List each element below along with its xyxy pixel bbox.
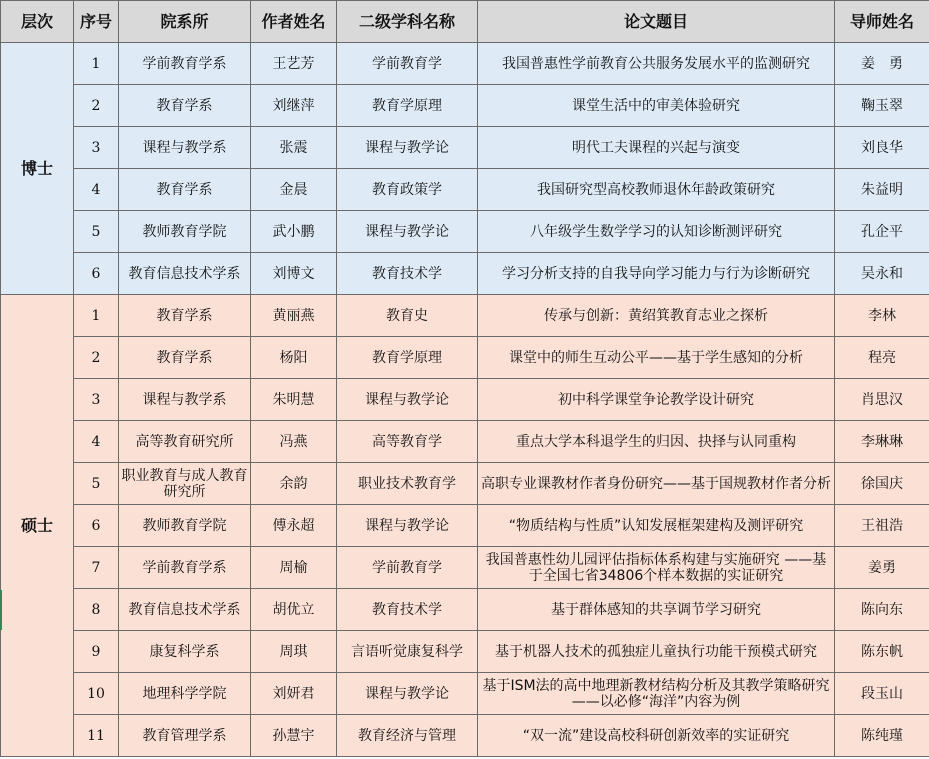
header-title: 论文题目 <box>478 1 835 43</box>
department-cell: 教育信息技术学系 <box>119 253 251 295</box>
table-row <box>1 715 929 757</box>
table-row <box>1 169 929 211</box>
title-cell: 我国普惠性幼儿园评估指标体系构建与实施研究 ——基于全国七省34806个样本数据的实证研究 <box>478 547 835 589</box>
title-cell: 重点大学本科退学生的归因、抉择与认同重构 <box>478 421 835 463</box>
discipline-cell: 教育技术学 <box>337 589 478 631</box>
author-cell: 杨阳 <box>251 337 337 379</box>
table-row <box>1 673 929 715</box>
title-cell: 高职专业课教材作者身份研究——基于国规教材作者分析 <box>478 463 835 505</box>
author-cell: 孙慧宇 <box>251 715 337 757</box>
discipline-cell: 高等教育学 <box>337 421 478 463</box>
advisor-cell: 段玉山 <box>835 673 929 715</box>
department-cell: 高等教育研究所 <box>119 421 251 463</box>
department-cell: 学前教育学系 <box>119 547 251 589</box>
title-cell: 课堂生活中的审美体验研究 <box>478 85 835 127</box>
title-cell: 学习分析支持的自我导向学习能力与行为诊断研究 <box>478 253 835 295</box>
discipline-cell: 课程与教学论 <box>337 127 478 169</box>
department-cell: 教师教育学院 <box>119 211 251 253</box>
row-selection-marker <box>0 590 2 630</box>
department-cell: 课程与教学系 <box>119 379 251 421</box>
advisor-cell: 刘良华 <box>835 127 929 169</box>
discipline-cell: 言语听觉康复科学 <box>337 631 478 673</box>
index-cell: 2 <box>74 85 119 127</box>
discipline-cell: 课程与教学论 <box>337 673 478 715</box>
department-cell: 教师教育学院 <box>119 505 251 547</box>
title-cell: 基于ISM法的高中地理新教材结构分析及其教学策略研究——以必修“海洋”内容为例 <box>478 673 835 715</box>
header-level: 层次 <box>1 1 74 43</box>
advisor-cell: 陈纯瑾 <box>835 715 929 757</box>
table-row <box>1 295 929 337</box>
department-cell: 教育学系 <box>119 85 251 127</box>
discipline-cell: 教育政策学 <box>337 169 478 211</box>
author-cell: 金晨 <box>251 169 337 211</box>
table-row <box>1 589 929 631</box>
index-cell: 10 <box>74 673 119 715</box>
discipline-cell: 课程与教学论 <box>337 211 478 253</box>
author-cell: 刘妍君 <box>251 673 337 715</box>
phd-section <box>1 43 929 295</box>
advisor-cell: 孔企平 <box>835 211 929 253</box>
index-cell: 4 <box>74 169 119 211</box>
title-cell: “双一流”建设高校科研创新效率的实证研究 <box>478 715 835 757</box>
index-cell: 5 <box>74 463 119 505</box>
title-cell: 基于群体感知的共享调节学习研究 <box>478 589 835 631</box>
advisor-cell: 程亮 <box>835 337 929 379</box>
table-row <box>1 127 929 169</box>
discipline-cell: 课程与教学论 <box>337 505 478 547</box>
author-cell: 周榆 <box>251 547 337 589</box>
header-discipline: 二级学科名称 <box>337 1 478 43</box>
advisor-cell: 陈向东 <box>835 589 929 631</box>
header-advisor: 导师姓名 <box>835 1 929 43</box>
title-cell: “物质结构与性质”认知发展框架建构及测评研究 <box>478 505 835 547</box>
discipline-cell: 教育学原理 <box>337 337 478 379</box>
department-cell: 教育信息技术学系 <box>119 589 251 631</box>
author-cell: 黄丽燕 <box>251 295 337 337</box>
title-cell: 基于机器人技术的孤独症儿童执行功能干预模式研究 <box>478 631 835 673</box>
author-cell: 胡优立 <box>251 589 337 631</box>
index-cell: 3 <box>74 127 119 169</box>
title-cell: 课堂中的师生互动公平——基于学生感知的分析 <box>478 337 835 379</box>
title-cell: 传承与创新：黄绍箕教育志业之探析 <box>478 295 835 337</box>
table-row <box>1 421 929 463</box>
author-cell: 王艺芳 <box>251 43 337 85</box>
department-cell: 职业教育与成人教育研究所 <box>119 463 251 505</box>
discipline-cell: 教育史 <box>337 295 478 337</box>
advisor-cell: 陈东帆 <box>835 631 929 673</box>
discipline-cell: 教育经济与管理 <box>337 715 478 757</box>
author-cell: 刘博文 <box>251 253 337 295</box>
index-cell: 6 <box>74 253 119 295</box>
discipline-cell: 教育技术学 <box>337 253 478 295</box>
author-cell: 傅永超 <box>251 505 337 547</box>
advisor-cell: 李琳琳 <box>835 421 929 463</box>
department-cell: 课程与教学系 <box>119 127 251 169</box>
index-cell: 1 <box>74 295 119 337</box>
level-cell-phd: 博士 <box>1 43 74 295</box>
advisor-cell: 姜勇 <box>835 547 929 589</box>
header-row <box>1 1 929 43</box>
department-cell: 学前教育学系 <box>119 43 251 85</box>
table-row <box>1 337 929 379</box>
advisor-cell: 朱益明 <box>835 169 929 211</box>
advisor-cell: 李林 <box>835 295 929 337</box>
index-cell: 1 <box>74 43 119 85</box>
discipline-cell: 教育学原理 <box>337 85 478 127</box>
author-cell: 周琪 <box>251 631 337 673</box>
author-cell: 余韵 <box>251 463 337 505</box>
table-row <box>1 85 929 127</box>
discipline-cell: 学前教育学 <box>337 547 478 589</box>
table-row <box>1 379 929 421</box>
index-cell: 11 <box>74 715 119 757</box>
index-cell: 5 <box>74 211 119 253</box>
level-cell-master: 硕士 <box>1 295 74 757</box>
table-row <box>1 43 929 85</box>
title-cell: 八年级学生数学学习的认知诊断测评研究 <box>478 211 835 253</box>
advisor-cell: 吴永和 <box>835 253 929 295</box>
department-cell: 教育学系 <box>119 169 251 211</box>
index-cell: 9 <box>74 631 119 673</box>
department-cell: 教育管理学系 <box>119 715 251 757</box>
department-cell: 康复科学系 <box>119 631 251 673</box>
table-row <box>1 211 929 253</box>
title-cell: 我国研究型高校教师退休年龄政策研究 <box>478 169 835 211</box>
table-row <box>1 631 929 673</box>
table-row <box>1 253 929 295</box>
discipline-cell: 课程与教学论 <box>337 379 478 421</box>
author-cell: 刘继萍 <box>251 85 337 127</box>
header-index: 序号 <box>74 1 119 43</box>
department-cell: 教育学系 <box>119 337 251 379</box>
table-row <box>1 547 929 589</box>
department-cell: 地理科学学院 <box>119 673 251 715</box>
author-cell: 冯燕 <box>251 421 337 463</box>
advisor-cell: 姜 勇 <box>835 43 929 85</box>
index-cell: 3 <box>74 379 119 421</box>
advisor-cell: 肖思汉 <box>835 379 929 421</box>
advisor-cell: 王祖浩 <box>835 505 929 547</box>
index-cell: 2 <box>74 337 119 379</box>
advisor-cell: 徐国庆 <box>835 463 929 505</box>
table-row <box>1 505 929 547</box>
header-department: 院系所 <box>119 1 251 43</box>
title-cell: 明代工夫课程的兴起与演变 <box>478 127 835 169</box>
header-author: 作者姓名 <box>251 1 337 43</box>
index-cell: 6 <box>74 505 119 547</box>
master-section <box>1 295 929 757</box>
author-cell: 朱明慧 <box>251 379 337 421</box>
title-cell: 我国普惠性学前教育公共服务发展水平的监测研究 <box>478 43 835 85</box>
index-cell: 4 <box>74 421 119 463</box>
title-cell: 初中科学课堂争论教学设计研究 <box>478 379 835 421</box>
advisor-cell: 鞠玉翠 <box>835 85 929 127</box>
author-cell: 张震 <box>251 127 337 169</box>
department-cell: 教育学系 <box>119 295 251 337</box>
author-cell: 武小鹏 <box>251 211 337 253</box>
discipline-cell: 学前教育学 <box>337 43 478 85</box>
discipline-cell: 职业技术教育学 <box>337 463 478 505</box>
index-cell: 8 <box>74 589 119 631</box>
index-cell: 7 <box>74 547 119 589</box>
table-row <box>1 463 929 505</box>
